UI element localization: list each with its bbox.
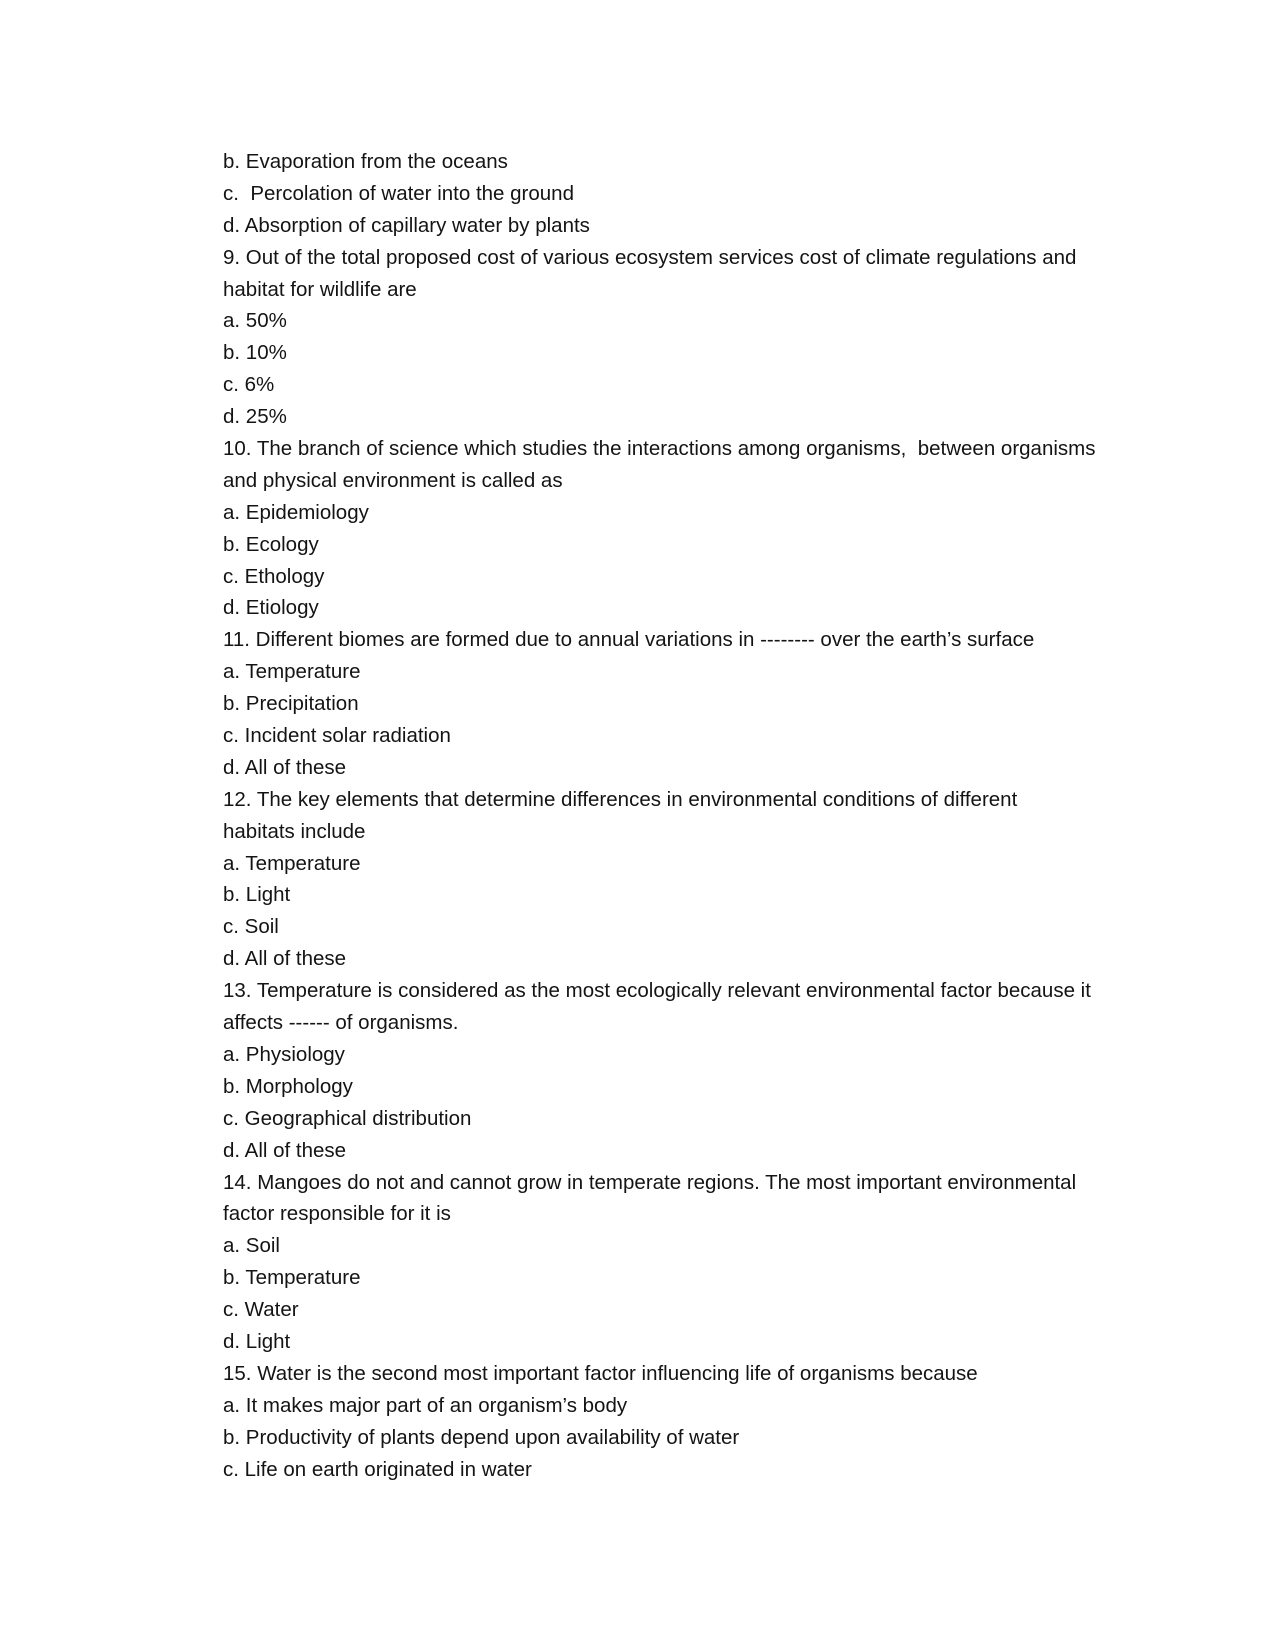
- option-item: b. Temperature: [223, 1266, 361, 1290]
- option-item: d. All of these: [223, 947, 347, 971]
- option-item: d. Light: [223, 1329, 291, 1353]
- question-14-text: 14. Mangoes do not and cannot grow in temperate regions. The most important environmental: [223, 1170, 1077, 1194]
- question-12-text: 12. The key elements that determine differences in environmental conditions of different: [223, 787, 1018, 811]
- option-item: c. 6%: [223, 373, 275, 397]
- option-item: b. Ecology: [223, 532, 319, 556]
- option-item: a. It makes major part of an organism’s body: [223, 1393, 628, 1417]
- option-item: d. Absorption of capillary water by plants: [223, 213, 590, 237]
- option-item: c. Water: [223, 1298, 299, 1322]
- option-item: b. Morphology: [223, 1074, 353, 1098]
- question-15-text: 15. Water is the second most important factor influencing life of organisms because: [223, 1361, 978, 1385]
- question-13-text: 13. Temperature is considered as the most ecologically relevant environmental factor because it: [223, 979, 1091, 1003]
- question-14-text-cont: factor responsible for it is: [223, 1202, 451, 1226]
- option-item: d. Etiology: [223, 596, 319, 620]
- option-item: d. 25%: [223, 405, 287, 429]
- question-10-text: 10. The branch of science which studies the interactions among organisms, between organisms: [223, 437, 1096, 461]
- option-item: c. Ethology: [223, 564, 325, 588]
- question-9-text: 9. Out of the total proposed cost of various ecosystem services cost of climate regulations and: [223, 245, 1077, 269]
- option-item: b. Evaporation from the oceans: [223, 150, 508, 173]
- option-item: b. Productivity of plants depend upon availability of water: [223, 1425, 740, 1449]
- option-item: c. Percolation of water into the ground: [223, 181, 574, 205]
- option-item: b. Precipitation: [223, 692, 359, 716]
- option-item: c. Soil: [223, 915, 279, 939]
- question-9-text-cont: habitat for wildlife are: [223, 277, 417, 301]
- option-item: a. Soil: [223, 1234, 280, 1258]
- option-item: a. 50%: [223, 309, 287, 333]
- option-item: a. Temperature: [223, 660, 361, 684]
- option-item: b. Light: [223, 883, 291, 907]
- document-body: [223, 146, 1123, 1485]
- option-item: c. Incident solar radiation: [223, 724, 451, 748]
- option-item: a. Physiology: [223, 1042, 345, 1066]
- question-11-text: 11. Different biomes are formed due to annual variations in -------- over the earth’s surface: [223, 628, 1035, 652]
- question-13-text-cont: affects ------ of organisms.: [223, 1011, 459, 1035]
- option-item: b. 10%: [223, 341, 287, 365]
- option-item: c. Geographical distribution: [223, 1106, 472, 1130]
- option-item: a. Epidemiology: [223, 500, 369, 524]
- question-10-text-cont: and physical environment is called as: [223, 468, 563, 492]
- option-item: c. Life on earth originated in water: [223, 1457, 532, 1481]
- option-item: a. Temperature: [223, 851, 361, 875]
- option-item: d. All of these: [223, 755, 347, 779]
- option-item: d. All of these: [223, 1138, 347, 1162]
- question-12-text-cont: habitats include: [223, 819, 366, 843]
